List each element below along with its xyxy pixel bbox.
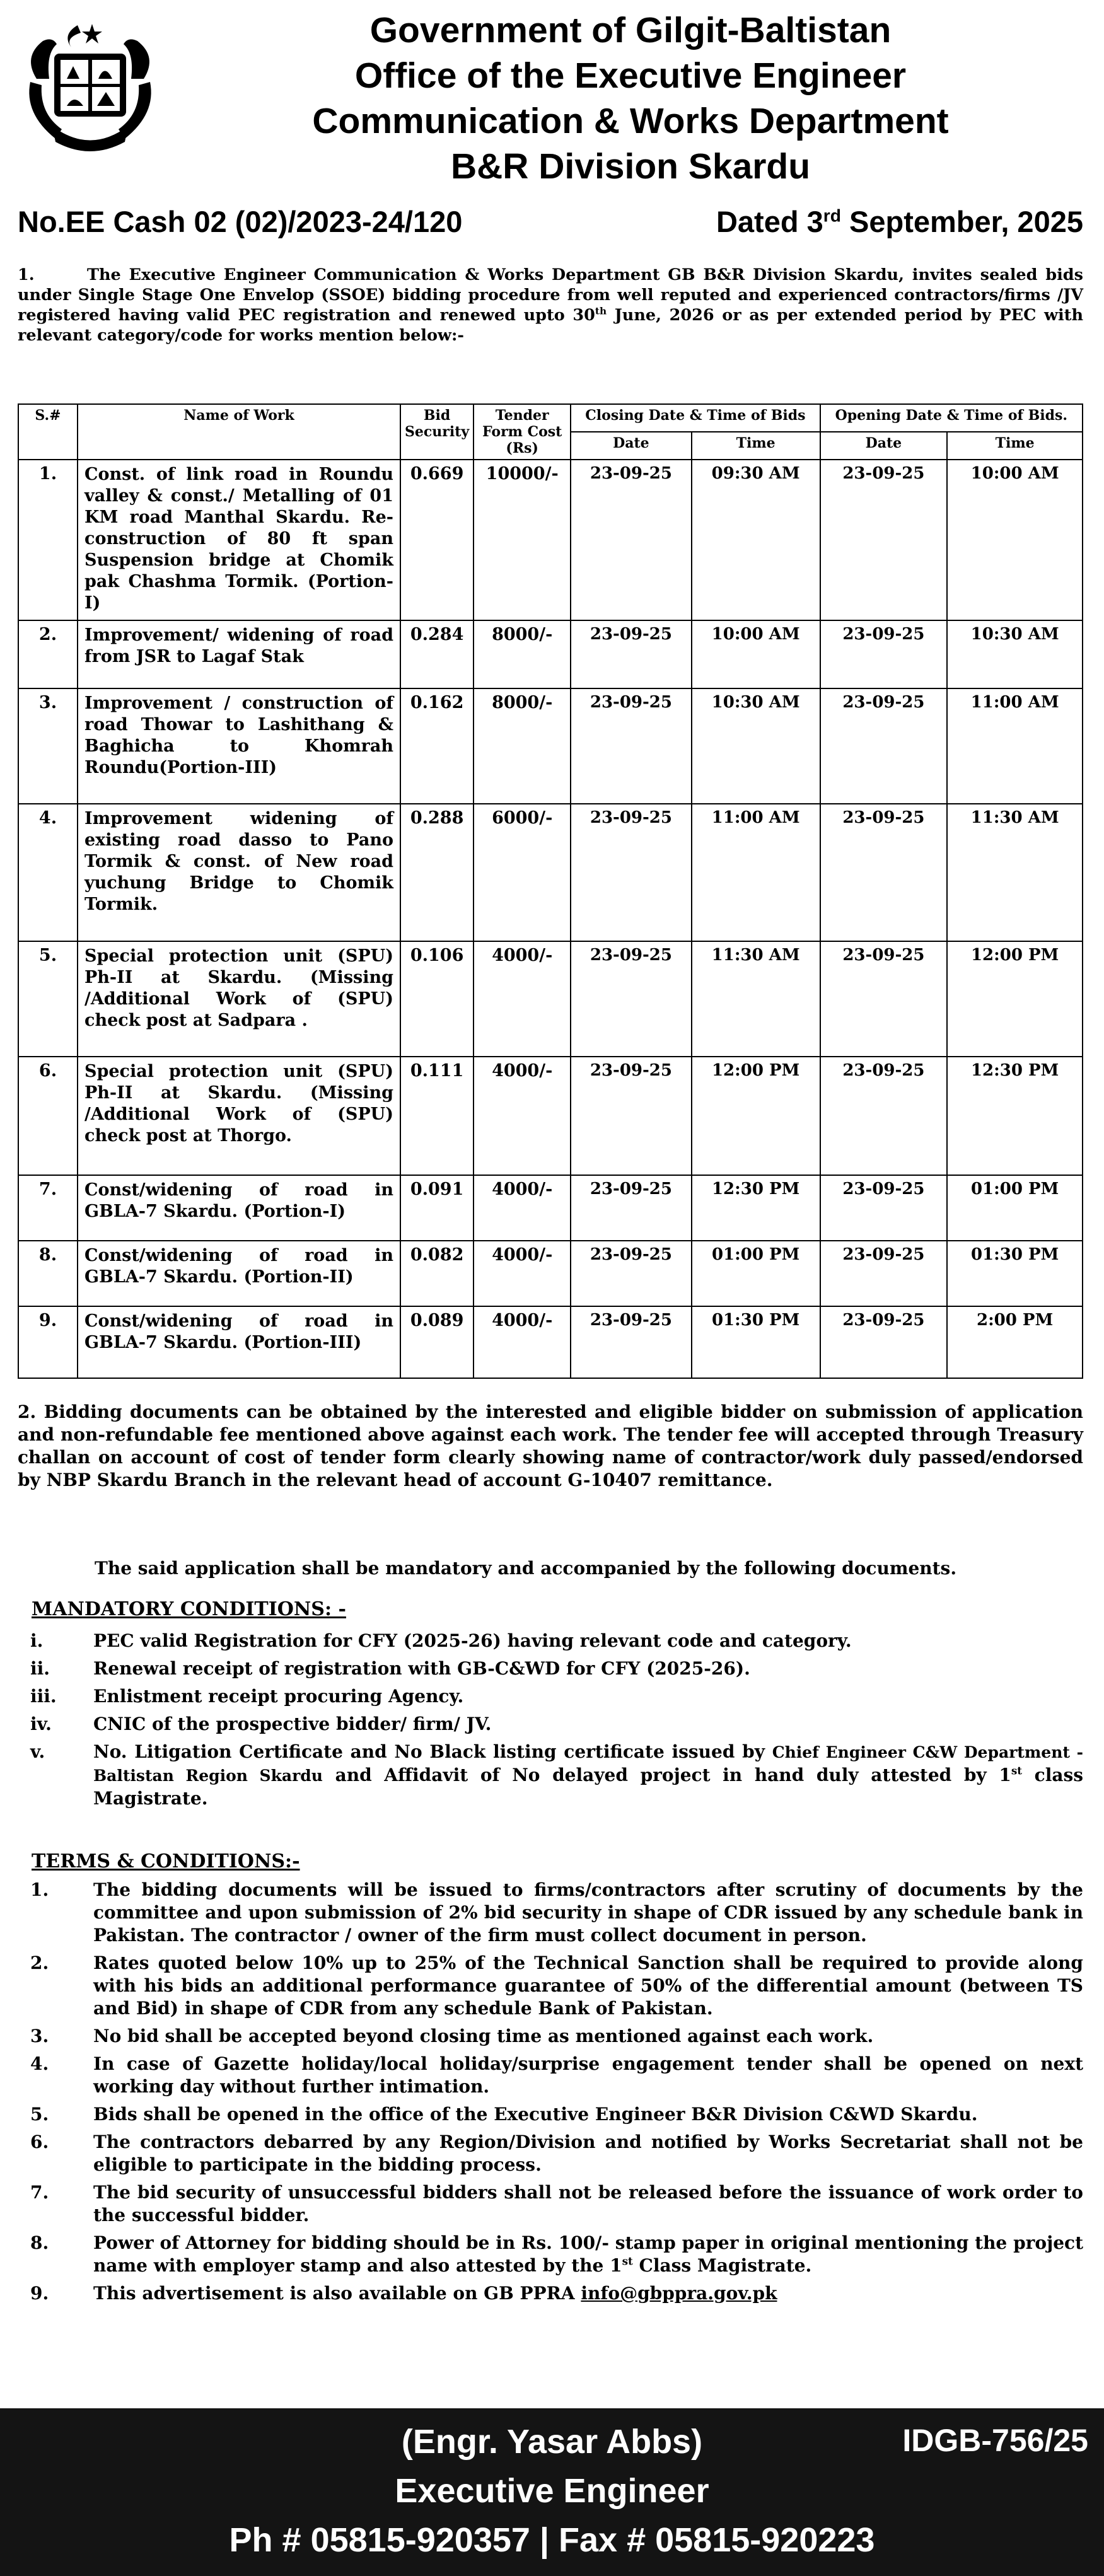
row-closing-date: 23-09-25 [571, 688, 692, 804]
row-sno: 3. [18, 688, 78, 804]
row-name-of-work: Improvement/ widening of road from JSR to Lagaf Stak [78, 620, 400, 688]
row-tender-fee: 4000/- [474, 1306, 571, 1378]
row-tender-fee: 8000/- [474, 620, 571, 688]
row-opening-time: 2:00 PM [947, 1306, 1083, 1378]
row-tender-fee: 4000/- [474, 1175, 571, 1241]
header-line-department: Communication & Works Department [312, 101, 949, 141]
advertisement-code: IDGB-756/25 [902, 2423, 1088, 2458]
signatory-title: Executive Engineer [395, 2472, 709, 2510]
header-closing-date: Date [571, 432, 692, 460]
row-opening-time: 10:30 AM [947, 620, 1083, 688]
row-opening-date: 23-09-25 [820, 688, 948, 804]
row-opening-date: 23-09-25 [820, 1241, 948, 1306]
table-row [18, 460, 1083, 620]
row-name-of-work: Const/widening of road in GBLA-7 Skardu. (Portion-III) [78, 1306, 400, 1378]
contact-numbers: Ph # 05815-920357 | Fax # 05815-920223 [229, 2521, 875, 2559]
row-opening-date: 23-09-25 [820, 941, 948, 1057]
row-tender-fee: 4000/- [474, 1241, 571, 1306]
row-name-of-work: Improvement widening of existing road dasso to Pano Tormik & const. of New road yuchung Bridge to Chomik Tormik. [78, 804, 400, 941]
row-name-of-work: Special protection unit (SPU) Ph-II at Skardu. (Missing /Additional Work of (SPU) check post at Thorgo. [78, 1057, 400, 1175]
row-name-of-work: Const/widening of road in GBLA-7 Skardu. (Portion-II) [78, 1241, 400, 1306]
table-row [18, 1175, 1083, 1241]
row-closing-date: 23-09-25 [571, 1175, 692, 1241]
table-row [18, 941, 1083, 1057]
table-row [18, 804, 1083, 941]
row-closing-time: 01:00 PM [692, 1241, 820, 1306]
paragraph-2: 2. Bidding documents can be obtained by the interested and eligible bidder on submission of application and non-refundable fee mentioned above against each work. The tender fee will accepted through Treasury challan on account of cost of tender form clearly showing name of contractor/work duly passed/endorsed by NBP Skardu Branch in the relevant head of account G-10407 remittance. [18, 1401, 1083, 1490]
reference-line [18, 204, 1083, 248]
terms-conditions-title: TERMS & CONDITIONS:- [32, 1850, 300, 1872]
header-bid-security: Bid Security [400, 404, 474, 460]
table-row [18, 1306, 1083, 1378]
row-sno: 7. [18, 1175, 78, 1241]
header-line-division: B&R Division Skardu [450, 146, 811, 187]
header-sno: S.# [18, 404, 78, 460]
row-bid-security: 0.111 [400, 1057, 474, 1175]
row-opening-date: 23-09-25 [820, 1175, 948, 1241]
row-closing-time: 10:00 AM [692, 620, 820, 688]
header-name-of-work: Name of Work [78, 404, 400, 460]
row-tender-fee: 4000/- [474, 1057, 571, 1175]
header-closing-time: Time [692, 432, 820, 460]
row-name-of-work: Const/widening of road in GBLA-7 Skardu. (Portion-I) [78, 1175, 400, 1241]
row-sno: 8. [18, 1241, 78, 1306]
list-item: 8. Power of Attorney for bidding should be in Rs. 100/- stamp paper in original mentioning the project name with employer stamp and also attested by the 1st Class Magistrate. [30, 2232, 1083, 2276]
row-opening-date: 23-09-25 [820, 1306, 948, 1378]
table-row [18, 620, 1083, 688]
list-item: 9. This advertisement is also available on GB PPRA info@gbppra.gov.pk [30, 2283, 777, 2304]
row-tender-fee: 6000/- [474, 804, 571, 941]
row-closing-time: 09:30 AM [692, 460, 820, 620]
list-item: 6. The contractors debarred by any Region/Division and notified by Works Secretariat shall not be eligible to participate in the bidding process. [30, 2132, 1083, 2175]
row-sno: 5. [18, 941, 78, 1057]
row-closing-date: 23-09-25 [571, 1057, 692, 1175]
row-name-of-work: Improvement / construction of road Thowar to Lashithang & Baghicha to Khomrah Roundu(Portion-III) [78, 688, 400, 804]
row-closing-date: 23-09-25 [571, 1306, 692, 1378]
row-opening-date: 23-09-25 [820, 1057, 948, 1175]
row-tender-fee: 8000/- [474, 688, 571, 804]
row-closing-time: 12:30 PM [692, 1175, 820, 1241]
reference-number: No.EE Cash 02 (02)/2023-24/120 [18, 205, 463, 238]
row-opening-time: 10:00 AM [947, 460, 1083, 620]
row-opening-date: 23-09-25 [820, 460, 948, 620]
header-line-office: Office of the Executive Engineer [354, 55, 907, 96]
row-bid-security: 0.089 [400, 1306, 474, 1378]
row-closing-date: 23-09-25 [571, 460, 692, 620]
row-closing-date: 23-09-25 [571, 941, 692, 1057]
row-sno: 9. [18, 1306, 78, 1378]
mandatory-conditions-list [18, 1630, 1083, 1815]
row-tender-fee: 10000/- [474, 460, 571, 620]
header-opening-time: Time [947, 432, 1083, 460]
paragraph-2b: The said application shall be mandatory and accompanied by the following documents. [95, 1558, 957, 1579]
header-tender-form-cost: Tender Form Cost (Rs) [474, 404, 571, 460]
row-closing-date: 23-09-25 [571, 1241, 692, 1306]
notice-date: Dated 3rd September, 2025 [716, 205, 1083, 238]
row-opening-time: 11:30 AM [947, 804, 1083, 941]
header-closing: Closing Date & Time of Bids [571, 404, 820, 432]
row-closing-date: 23-09-25 [571, 804, 692, 941]
ppra-email-link[interactable]: info@gbppra.gov.pk [581, 2283, 777, 2304]
row-opening-time: 12:30 PM [947, 1057, 1083, 1175]
header-opening-date: Date [820, 432, 948, 460]
row-closing-time: 10:30 AM [692, 688, 820, 804]
row-tender-fee: 4000/- [474, 941, 571, 1057]
list-item: 4. In case of Gazette holiday/local holiday/surprise engagement tender shall be opened on next working day without further intimation. [30, 2053, 1083, 2097]
row-opening-time: 01:30 PM [947, 1241, 1083, 1306]
row-opening-date: 23-09-25 [820, 804, 948, 941]
row-opening-time: 11:00 AM [947, 688, 1083, 804]
row-bid-security: 0.082 [400, 1241, 474, 1306]
row-closing-time: 12:00 PM [692, 1057, 820, 1175]
header-opening: Opening Date & Time of Bids. [820, 404, 1083, 432]
table-row [18, 688, 1083, 804]
row-name-of-work: Const. of link road in Roundu valley & const./ Metalling of 01 KM road Manthal Skardu. Re-construction of 80 ft span Suspension bridge at Chomik pak Chashma Tormik. (Portion-I) [78, 460, 400, 620]
mandatory-conditions-title: MANDATORY CONDITIONS: - [32, 1598, 346, 1620]
row-closing-date: 23-09-25 [571, 620, 692, 688]
list-item: iv. CNIC of the prospective bidder/ firm/ JV. [30, 1714, 492, 1734]
row-name-of-work: Special protection unit (SPU) Ph-II at Skardu. (Missing /Additional Work of (SPU) check post at Sadpara . [78, 941, 400, 1057]
table-row [18, 1057, 1083, 1175]
row-sno: 4. [18, 804, 78, 941]
terms-conditions-list [18, 1879, 1083, 2310]
footer-signature-block [0, 2408, 1104, 2576]
header-line-government: Government of Gilgit-Baltistan [369, 10, 892, 50]
intro-paragraph: 1. The Executive Engineer Communication & Works Department GB B&R Division Skardu, invites sealed bids under Single Stage One Envelop (SSOE) bidding procedure from well reputed and experienced contractors/firms /JV registered having valid PEC registration and renewed upto 30th June, 2026 or as per extended period by PEC with relevant category/code for works mention below:- [18, 265, 1083, 345]
list-item: 5. Bids shall be opened in the office of the Executive Engineer B&R Division C&WD Skardu. [30, 2104, 978, 2125]
row-closing-time: 11:00 AM [692, 804, 820, 941]
list-item: iii. Enlistment receipt procuring Agency. [30, 1686, 464, 1707]
row-closing-time: 11:30 AM [692, 941, 820, 1057]
row-opening-time: 01:00 PM [947, 1175, 1083, 1241]
list-item: 7. The bid security of unsuccessful bidders shall not be released before the issuance of work order to the successful bidder. [30, 2182, 1083, 2225]
works-table [18, 403, 1083, 1379]
signatory-name: (Engr. Yasar Abbs) [401, 2423, 703, 2461]
intro-number: 1. [18, 265, 35, 284]
row-opening-date: 23-09-25 [820, 620, 948, 688]
list-item: 2. Rates quoted below 10% up to 25% of the Technical Sanction shall be required to provide along with his bids an additional performance guarantee of 50% of the differential amount (between TS and Bid) in shape of CDR from any schedule Bank of Pakistan. [30, 1952, 1083, 2019]
government-emblem-icon [18, 19, 163, 154]
list-item: 3. No bid shall be accepted beyond closing time as mentioned against each work. [30, 2026, 874, 2046]
row-bid-security: 0.669 [400, 460, 474, 620]
list-item: i. PEC valid Registration for CFY (2025-26) having relevant code and category. [30, 1630, 852, 1651]
list-item: 1. The bidding documents will be issued to firms/contractors after scrutiny of documents by the committee and upon submission of 2% bid security in shape of CDR issued by any schedule bank in Pakistan. The contractor / owner of the firm must collect document in person. [30, 1879, 1083, 1946]
row-bid-security: 0.288 [400, 804, 474, 941]
row-sno: 6. [18, 1057, 78, 1175]
row-sno: 2. [18, 620, 78, 688]
row-bid-security: 0.284 [400, 620, 474, 688]
row-bid-security: 0.091 [400, 1175, 474, 1241]
row-sno: 1. [18, 460, 78, 620]
list-item: v. No. Litigation Certificate and No Black listing certificate issued by Chief Engineer C&W Department -Baltistan Region Skardu and Affidavit of No delayed project in hand duly attested by 1st class Magistrate. [30, 1741, 1084, 1809]
list-item: ii. Renewal receipt of registration with GB-C&WD for CFY (2025-26). [30, 1658, 750, 1679]
row-opening-time: 12:00 PM [947, 941, 1083, 1057]
table-row [18, 1241, 1083, 1306]
row-bid-security: 0.162 [400, 688, 474, 804]
row-closing-time: 01:30 PM [692, 1306, 820, 1378]
row-bid-security: 0.106 [400, 941, 474, 1057]
